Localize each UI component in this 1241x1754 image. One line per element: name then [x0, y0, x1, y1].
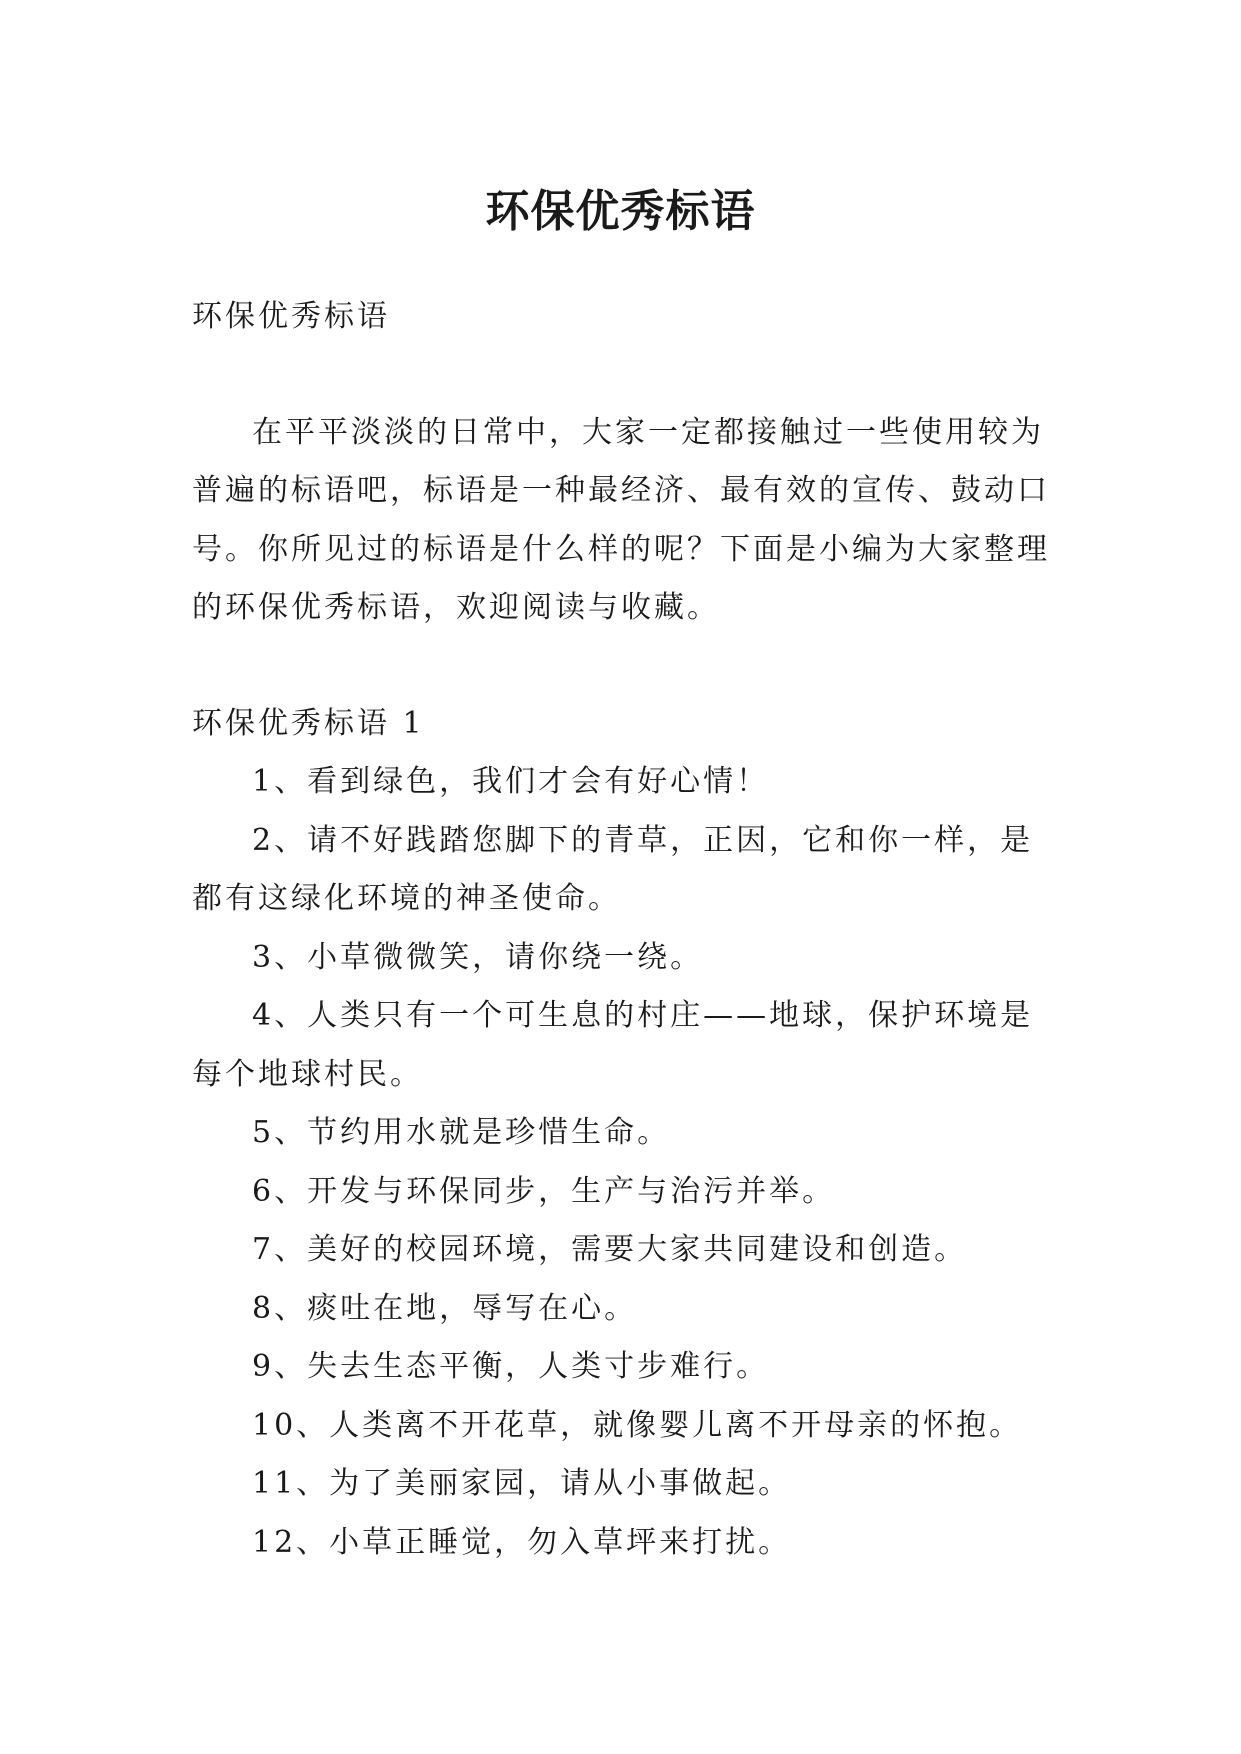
section-heading: 环保优秀标语 1	[192, 705, 425, 741]
slogan-item: 5、节约用水就是珍惜生命。	[252, 1115, 671, 1150]
slogan-item: 2、请不好践踏您脚下的青草，正因，它和你一样，是都有这绿化环境的神圣使命。	[192, 822, 1034, 916]
slogan-item: 6、开发与环保同步，生产与治污并举。	[252, 1173, 836, 1209]
slogan-item: 10、人类离不开花草，就像婴儿离不开母亲的怀抱。	[252, 1407, 1023, 1443]
slogan-item: 9、失去生态平衡，人类寸步难行。	[252, 1349, 770, 1384]
slogan-item: 1、看到绿色，我们才会有好心情！	[252, 764, 770, 799]
document-body	[192, 288, 1062, 1572]
slogan-item: 12、小草正睡觉，勿入草坪来打扰。	[252, 1524, 792, 1560]
slogan-item: 11、为了美丽家园，请从小事做起。	[252, 1466, 792, 1501]
slogan-item: 4、人类只有一个可生息的村庄——地球，保护环境是每个地球村民。	[192, 998, 1034, 1092]
slogan-item: 3、小草微微笑，请你绕一绕。	[252, 939, 704, 975]
intro-paragraph: 在平平淡淡的日常中，大家一定都接触过一些使用较为普遍的标语吧，标语是一种最经济、最有效的宣传、鼓动口号。你所见过的标语是什么样的呢？下面是小编为大家整理的环保优秀标语，欢迎阅读与收藏。	[192, 414, 1050, 625]
slogan-item: 8、痰吐在地，辱写在心。	[252, 1290, 638, 1326]
document-subtitle: 环保优秀标语	[192, 299, 390, 334]
document-title: 环保优秀标语	[485, 186, 756, 238]
slogan-item: 7、美好的校园环境，需要大家共同建设和创造。	[252, 1232, 968, 1267]
